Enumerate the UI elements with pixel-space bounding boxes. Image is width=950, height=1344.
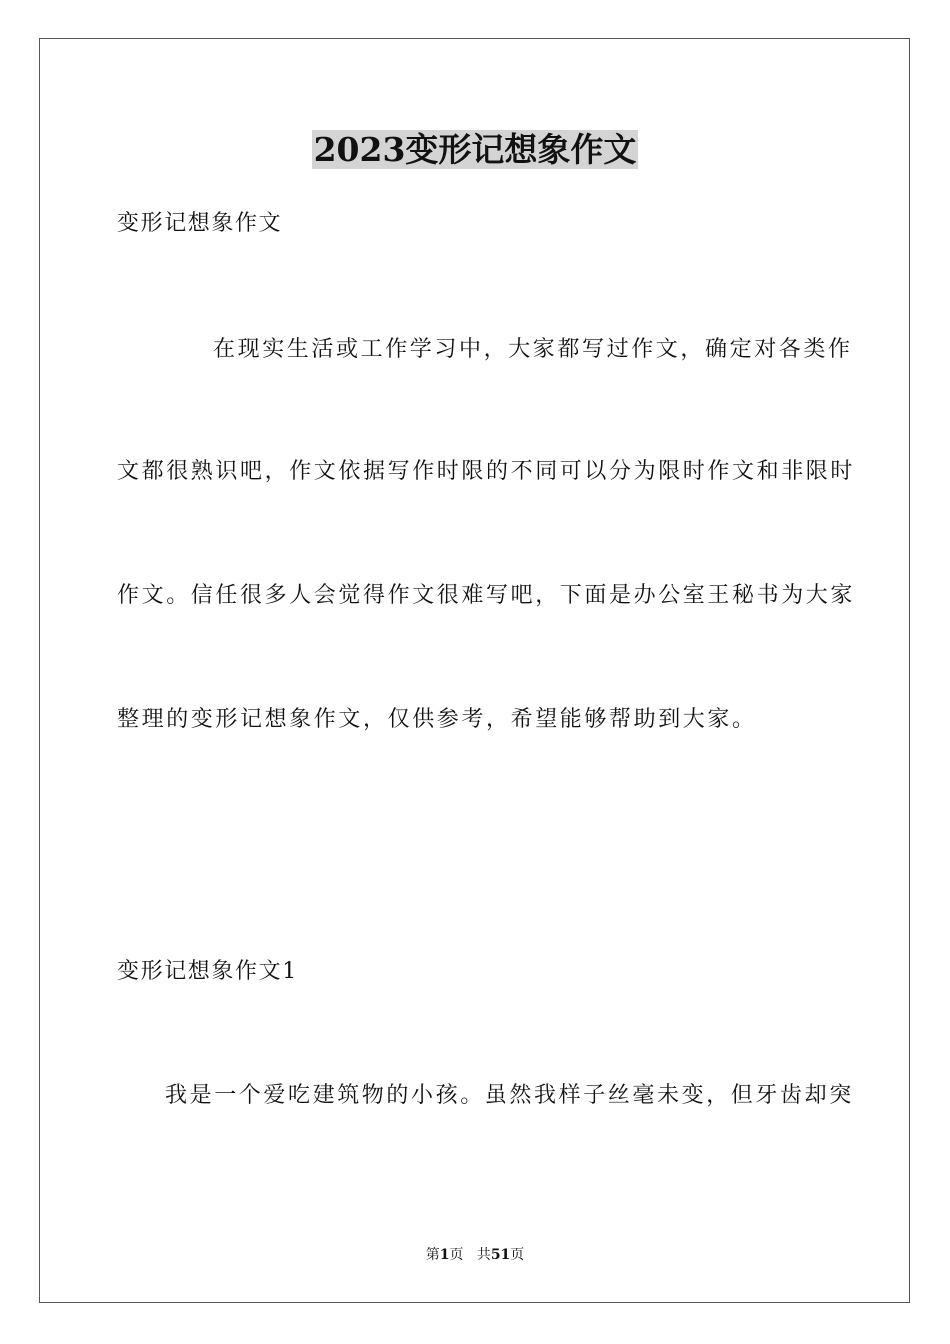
footer-total-pages: 51 — [490, 1247, 511, 1263]
document-subtitle: 变形记想象作文 — [117, 211, 283, 236]
page-footer — [0, 1245, 950, 1265]
intro-line-2: 文都很熟识吧，作文依据写作时限的不同可以分为限时作文和非限时 — [117, 459, 856, 484]
section-paragraph-line-1: 我是一个爱吃建筑物的小孩。虽然我样子丝毫未变，但牙齿却突 — [165, 1083, 854, 1108]
footer-page-prefix: 第 — [425, 1247, 440, 1263]
intro-line-3: 作文。信任很多人会觉得作文很难写吧，下面是办公室王秘书为大家 — [117, 583, 856, 608]
footer-page-number: 1 — [439, 1247, 450, 1263]
footer-total-prefix: 共 — [476, 1247, 491, 1263]
document-title-text: 2023变形记想象作文 — [313, 130, 637, 169]
intro-line-4: 整理的变形记想象作文，仅供参考，希望能够帮助到大家。 — [117, 707, 757, 732]
section-heading: 变形记想象作文1 — [117, 959, 298, 984]
intro-line-1: 在现实生活或工作学习中，大家都写过作文，确定对各类作 — [213, 337, 853, 362]
document-title — [0, 126, 950, 174]
footer-total-suffix: 页 — [510, 1247, 525, 1263]
footer-page-suffix: 页 — [449, 1247, 464, 1263]
